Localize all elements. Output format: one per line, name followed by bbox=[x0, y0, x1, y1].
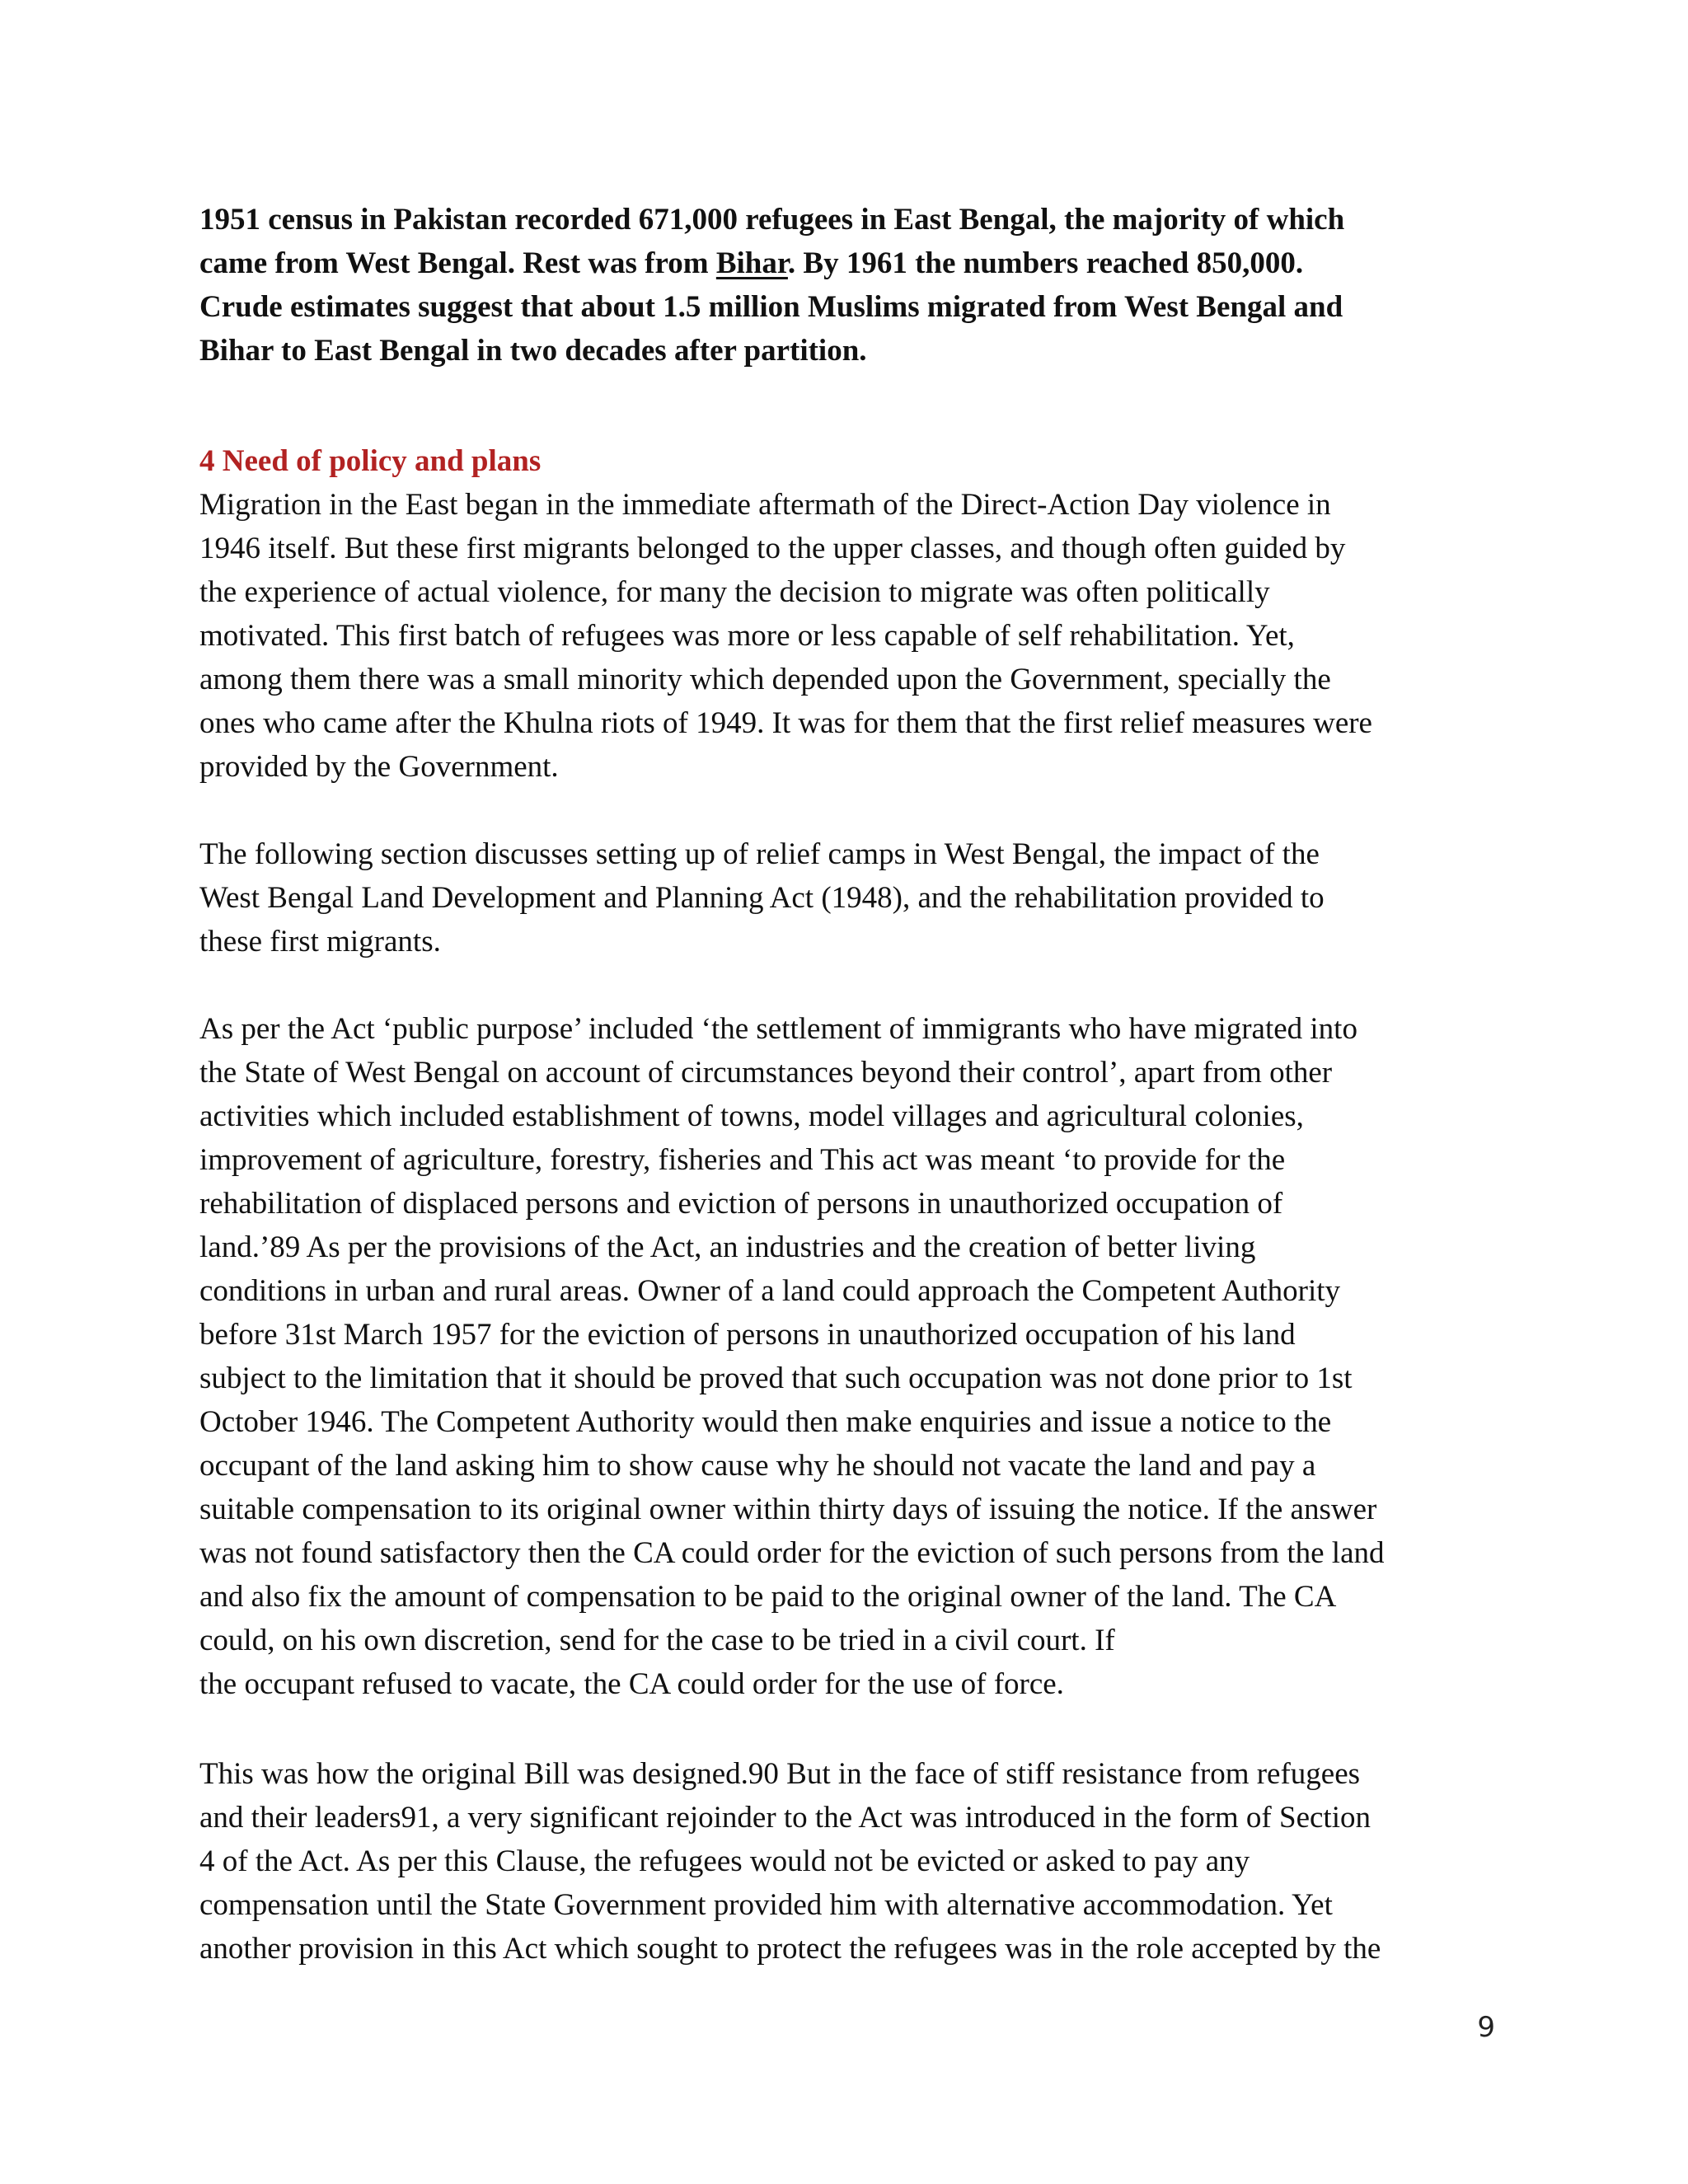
text-line: land.’89 As per the provisions of the Act, an industries and the creation of better living bbox=[199, 1230, 1256, 1264]
text-line: motivated. This first batch of refugees was more or less capable of self rehabilitation. Yet, bbox=[199, 619, 1295, 653]
intro-line: 1951 census in Pakistan recorded 671,000 refugees in East Bengal, the majority of which bbox=[199, 203, 1345, 237]
text-line: As per the Act ‘public purpose’ included ‘the settlement of immigrants who have migrated into bbox=[199, 1012, 1357, 1046]
text-line: ones who came after the Khulna riots of 1949. It was for them that the first relief measures were bbox=[199, 706, 1372, 740]
text-line: the State of West Bengal on account of circumstances beyond their control’, apart from other bbox=[199, 1056, 1333, 1090]
paragraph-migration bbox=[199, 483, 1493, 789]
text-line: West Bengal Land Development and Planning Act (1948), and the rehabilitation provided to bbox=[199, 881, 1325, 915]
text-line: 4 of the Act. As per this Clause, the refugees would not be evicted or asked to pay any bbox=[199, 1844, 1250, 1878]
text-line: suitable compensation to its original owner within thirty days of issuing the notice. If the answer bbox=[199, 1493, 1377, 1526]
text-line: could, on his own discretion, send for the case to be tried in a civil court. If bbox=[199, 1624, 1115, 1657]
text-line: these first migrants. bbox=[199, 925, 441, 958]
text-line: rehabilitation of displaced persons and eviction of persons in unauthorized occupation of bbox=[199, 1187, 1283, 1221]
text-line: among them there was a small minority which depended upon the Government, specially the bbox=[199, 663, 1331, 696]
page-number: 9 bbox=[1477, 2011, 1495, 2044]
intro-line: Bihar to East Bengal in two decades after partition. bbox=[199, 334, 867, 368]
text-line: conditions in urban and rural areas. Owner of a land could approach the Competent Authority bbox=[199, 1274, 1341, 1308]
intro-line: Crude estimates suggest that about 1.5 million Muslims migrated from West Bengal and bbox=[199, 290, 1343, 324]
section-heading: 4 Need of policy and plans bbox=[199, 444, 542, 478]
paragraph-section-overview bbox=[199, 832, 1493, 963]
text-line: compensation until the State Government provided him with alternative accommodation. Yet bbox=[199, 1888, 1333, 1922]
intro-line: came from West Bengal. Rest was from Bihar. By 1961 the numbers reached 850,000. bbox=[199, 246, 1304, 280]
text-line: 1946 itself. But these first migrants belonged to the upper classes, and though often guided by bbox=[199, 532, 1346, 565]
paragraph-act-provisions bbox=[199, 1007, 1493, 1706]
text-line: before 31st March 1957 for the eviction of persons in unauthorized occupation of his land bbox=[199, 1318, 1296, 1352]
text-line: and their leaders91, a very significant rejoinder to the Act was introduced in the form of Section bbox=[199, 1801, 1371, 1835]
text-line: the experience of actual violence, for many the decision to migrate was often politically bbox=[199, 575, 1270, 609]
text-line: occupant of the land asking him to show cause why he should not vacate the land and pay a bbox=[199, 1449, 1316, 1483]
text-line: activities which included establishment of towns, model villages and agricultural colonies, bbox=[199, 1099, 1304, 1133]
text-line: was not found satisfactory then the CA could order for the eviction of such persons from the land bbox=[199, 1536, 1385, 1570]
text-line: another provision in this Act which sought to protect the refugees was in the role accepted by the bbox=[199, 1932, 1381, 1966]
text-line: Migration in the East began in the immediate aftermath of the Direct-Action Day violence in bbox=[199, 488, 1331, 522]
text-line: the occupant refused to vacate, the CA could order for the use of force. bbox=[199, 1667, 1064, 1701]
text-line: This was how the original Bill was designed.90 But in the face of stiff resistance from refugees bbox=[199, 1757, 1361, 1791]
text-line: improvement of agriculture, forestry, fisheries and This act was meant ‘to provide for the bbox=[199, 1143, 1286, 1177]
text-line: October 1946. The Competent Authority would then make enquiries and issue a notice to the bbox=[199, 1405, 1332, 1439]
text-line: and also fix the amount of compensation to be paid to the original owner of the land. The CA bbox=[199, 1580, 1337, 1614]
text-line: subject to the limitation that it should be proved that such occupation was not done prior to 1st bbox=[199, 1361, 1353, 1395]
text-line: provided by the Government. bbox=[199, 750, 559, 784]
intro-paragraph bbox=[199, 198, 1493, 373]
text-line: The following section discusses setting up of relief camps in West Bengal, the impact of the bbox=[199, 837, 1320, 871]
bihar-link[interactable]: Bihar bbox=[715, 246, 788, 280]
paragraph-original-bill bbox=[199, 1752, 1493, 1971]
